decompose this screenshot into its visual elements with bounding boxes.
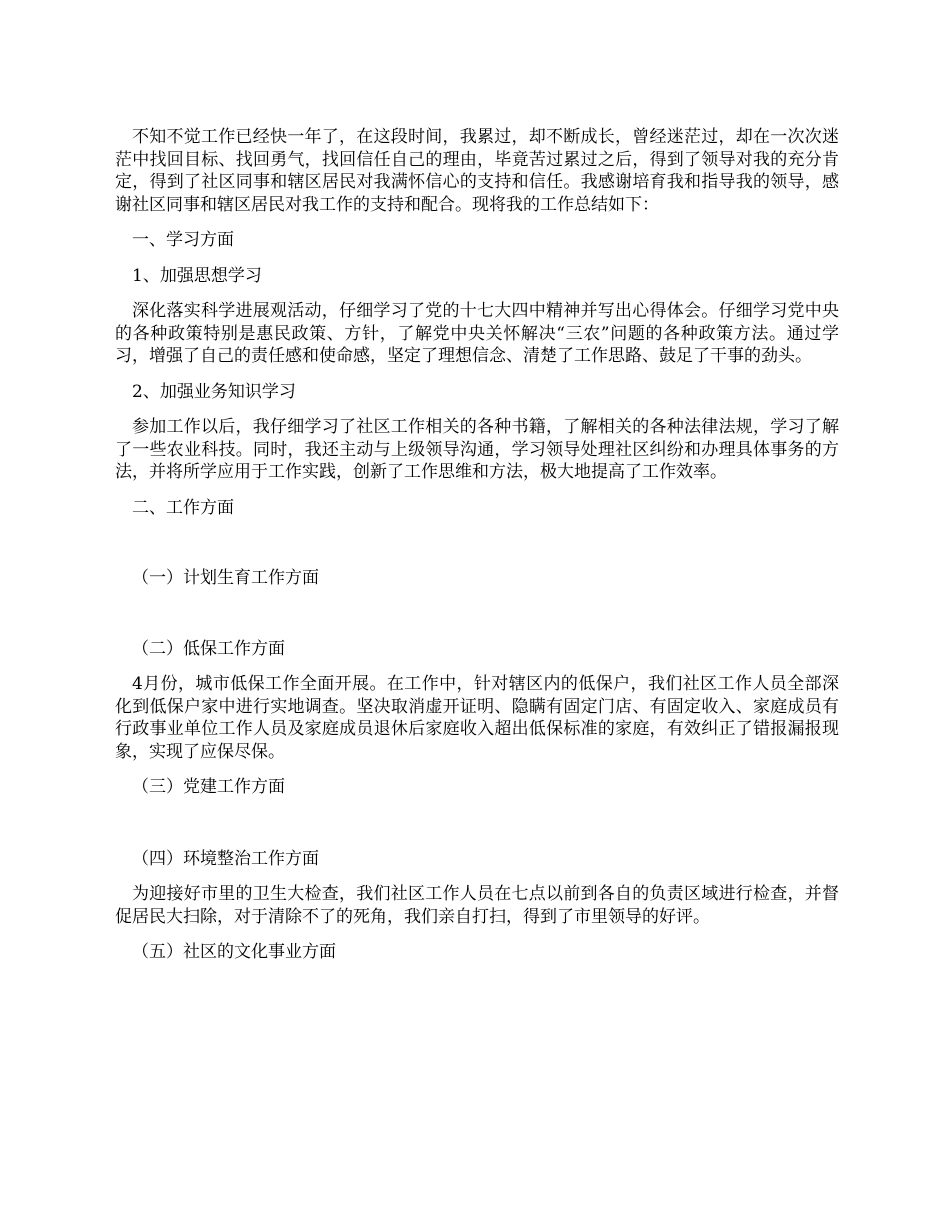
subheading-environment: （四）环境整治工作方面 [132, 848, 319, 869]
subheading-family-planning: （一）计划生育工作方面 [132, 568, 319, 588]
section-heading-work: 二、工作方面 [132, 497, 234, 518]
paragraph-business-study: 参加工作以后，我仔细学习了社区工作相关的各种书籍，了解相关的各种法律法规，学习了解了一些农业科技。同时，我还主动与上级领导沟通，学习领导处理社区纠纷和办理具体事务的方法，并将所学应用于工作实践，创新了工作思维和方法，极大地提高了工作效率。 [115, 417, 839, 482]
subheading-ideology-study: 1、加强思想学习 [132, 265, 262, 286]
subheading-party-building: （三）党建工作方面 [132, 777, 285, 797]
intro-paragraph: 不知不觉工作已经快一年了，在这段时间，我累过，却不断成长，曾经迷茫过，却在一次次迷茫中找回目标、找回勇气，找回信任自己的理由，毕竟苦过累过之后，得到了领导对我的充分肯定，得到了社区同事和辖区居民对我满怀信心的支持和信任。我感谢培育我和指导我的领导，感谢社区同事和辖区居民对我工作的支持和配合。现将我的工作总结如下： [115, 127, 839, 215]
subheading-business-study: 2、加强业务知识学习 [132, 381, 296, 402]
document-body [115, 126, 839, 964]
section-heading-study: 一、学习方面 [132, 230, 234, 250]
subheading-culture: （五）社区的文化事业方面 [132, 942, 336, 962]
paragraph-ideology-study: 深化落实科学进展观活动，仔细学习了党的十七大四中精神并写出心得体会。仔细学习党中央的各种政策特别是惠民政策、方针，了解党中央关怀解决“三农”问题的各种政策方法。通过学习，增强了自己的责任感和使命感，坚定了理想信念、清楚了工作思路、鼓足了干事的劲头。 [115, 301, 839, 366]
paragraph-minimum-security: 4月份，城市低保工作全面开展。在工作中，针对辖区内的低保户，我们社区工作人员全部深化到低保户家中进行实地调查。坚决取消虚开证明、隐瞒有固定门店、有固定收入、家庭成员有行政事业单位工作人员及家庭成员退休后家庭收入超出低保标准的家庭，有效纠正了错报漏报现象，实现了应保尽保。 [115, 674, 839, 762]
paragraph-environment: 为迎接好市里的卫生大检查，我们社区工作人员在七点以前到各自的负责区域进行检查，并督促居民大扫除，对于清除不了的死角，我们亲自打扫，得到了市里领导的好评。 [115, 884, 839, 927]
subheading-minimum-security: （二）低保工作方面 [132, 638, 285, 659]
